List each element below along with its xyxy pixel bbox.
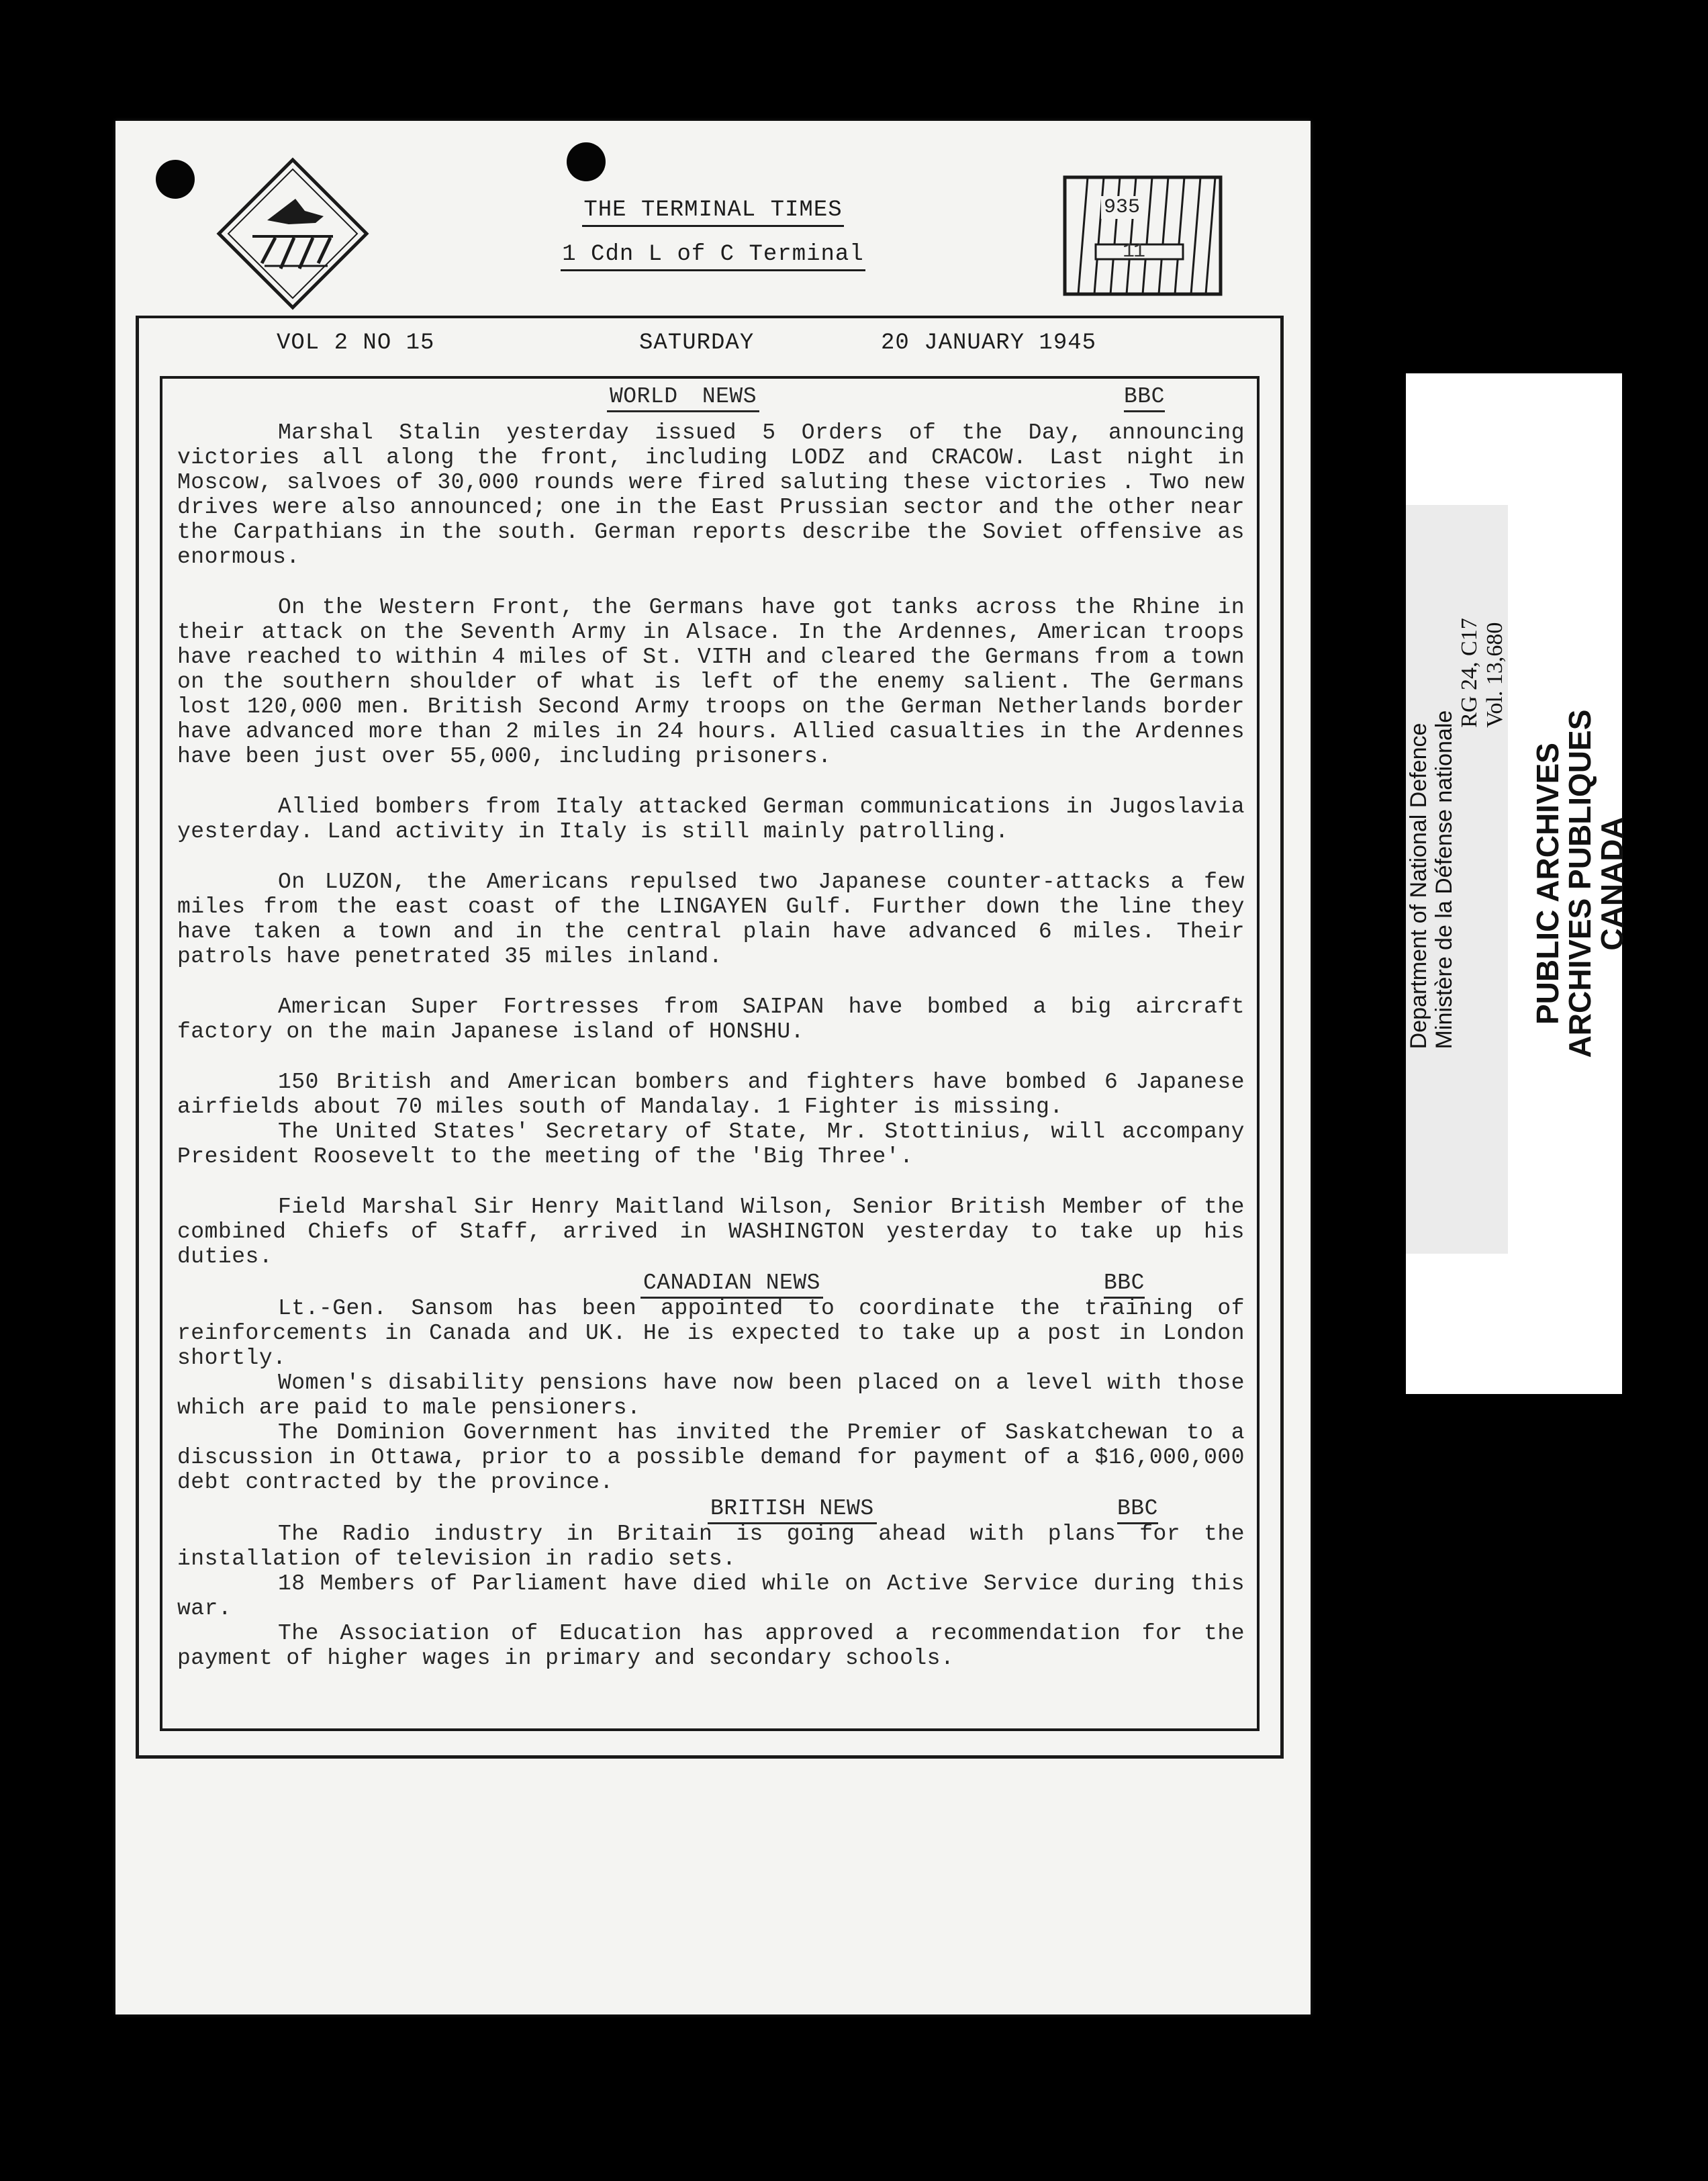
news-paragraph: The Dominion Government has invited the Premier of Saskatchewan to a discussion in Ottawa, prior to a possible demand for payment of a $16,000,000 debt contracted by the province. bbox=[177, 1420, 1245, 1495]
record-group: RG 24, C17 Vol. 13,680 bbox=[1457, 618, 1507, 728]
corner-mark: 11 bbox=[1123, 240, 1145, 263]
unit-emblem-icon bbox=[215, 156, 371, 312]
newspaper-subtitle: 1 Cdn L of C Terminal bbox=[115, 240, 1311, 271]
punch-hole bbox=[156, 160, 195, 199]
news-paragraph: The Association of Education has approved a recommendation for the payment of higher wages in primary and secondary schools. bbox=[177, 1621, 1245, 1671]
section-header-british bbox=[177, 1495, 1245, 1522]
filing-stamp-icon bbox=[1062, 175, 1223, 297]
department-name: Department of National Defence Ministère de la Défense nationale bbox=[1406, 710, 1457, 1049]
stamp-number: 935 bbox=[1101, 196, 1143, 219]
issue-volume: VOL 2 NO 15 bbox=[277, 330, 435, 356]
news-paragraph: Lt.-Gen. Sansom has been appointed to coordinate the training of reinforcements in Canada and UK. He is expected to take up a post in London shortly. bbox=[177, 1296, 1245, 1371]
punch-hole bbox=[567, 142, 606, 181]
news-paragraph: Women's disability pensions have now been placed on a level with those which are paid to male pensioners. bbox=[177, 1371, 1245, 1420]
section-source: BBC bbox=[1124, 383, 1165, 412]
section-title: WORLD NEWS bbox=[607, 383, 759, 412]
news-content bbox=[177, 376, 1245, 1671]
section-title: BRITISH NEWS bbox=[708, 1495, 877, 1524]
news-paragraph: On the Western Front, the Germans have got tanks across the Rhine in their attack on the Seventh Army in Alsace. In the Ardennes, American troops have reached to within 4 miles of St. VITH and cleared the Germans from a town on the southern shoulder of what is left of the enemy salient. The Germans lost 120,000 men. British Second Army troops on the German Netherlands border have advanced more than 2 miles in 24 hours. Allied casualties in the Ardennes have been just over 55,000, including prisoners. bbox=[177, 595, 1245, 769]
section-source: BBC bbox=[1104, 1269, 1145, 1299]
news-paragraph: The Radio industry in Britain is going ahead with plans for the installation of television in radio sets. bbox=[177, 1522, 1245, 1571]
news-paragraph: 150 British and American bombers and fighters have bombed 6 Japanese airfields about 70 miles south of Mandalay. 1 Fighter is missing. bbox=[177, 1070, 1245, 1119]
section-header-world bbox=[177, 383, 1245, 420]
news-paragraph: American Super Fortresses from SAIPAN have bombed a big aircraft factory on the main Japanese island of HONSHU. bbox=[177, 994, 1245, 1044]
news-paragraph: Allied bombers from Italy attacked German communications in Jugoslavia yesterday. Land activity in Italy is still mainly patrolling. bbox=[177, 794, 1245, 844]
news-paragraph: The United States' Secretary of State, Mr. Stottinius, will accompany President Roosevelt to the meeting of the 'Big Three'. bbox=[177, 1119, 1245, 1169]
news-paragraph: Marshal Stalin yesterday issued 5 Orders of the Day, announcing victories all along the front, including LODZ and CRACOW. Last night in Moscow, salvoes of 30,000 rounds were fired saluting these victories . Two new drives were also announced; one in the East Prussian sector and the other near the Carpathians in the south. German reports describe the Soviet offensive as enormous. bbox=[177, 420, 1245, 569]
news-paragraph: On LUZON, the Americans repulsed two Japanese counter-attacks a few miles from the east coast of the LINGAYEN Gulf. Further down the line they have taken a town and in the central plain have advanced 6 miles. Their patrols have penetrated 35 miles inland. bbox=[177, 870, 1245, 969]
section-title: CANADIAN NEWS bbox=[640, 1269, 823, 1299]
archive-reference-label bbox=[1406, 505, 1508, 1254]
section-source: BBC bbox=[1117, 1495, 1158, 1524]
archive-name: PUBLIC ARCHIVES ARCHIVES PUBLIQUES CANADA bbox=[1530, 709, 1629, 1058]
news-paragraph: 18 Members of Parliament have died while on Active Service during this war. bbox=[177, 1571, 1245, 1621]
section-header-canadian bbox=[177, 1269, 1245, 1296]
document-page bbox=[115, 121, 1311, 2014]
newspaper-title: THE TERMINAL TIMES bbox=[115, 196, 1311, 227]
issue-date: 20 JANUARY 1945 bbox=[881, 330, 1097, 356]
news-paragraph: Field Marshal Sir Henry Maitland Wilson, Senior British Member of the combined Chiefs of Staff, arrived in WASHINGTON yesterday to take up his duties. bbox=[177, 1195, 1245, 1269]
issue-day: SATURDAY bbox=[639, 330, 755, 356]
